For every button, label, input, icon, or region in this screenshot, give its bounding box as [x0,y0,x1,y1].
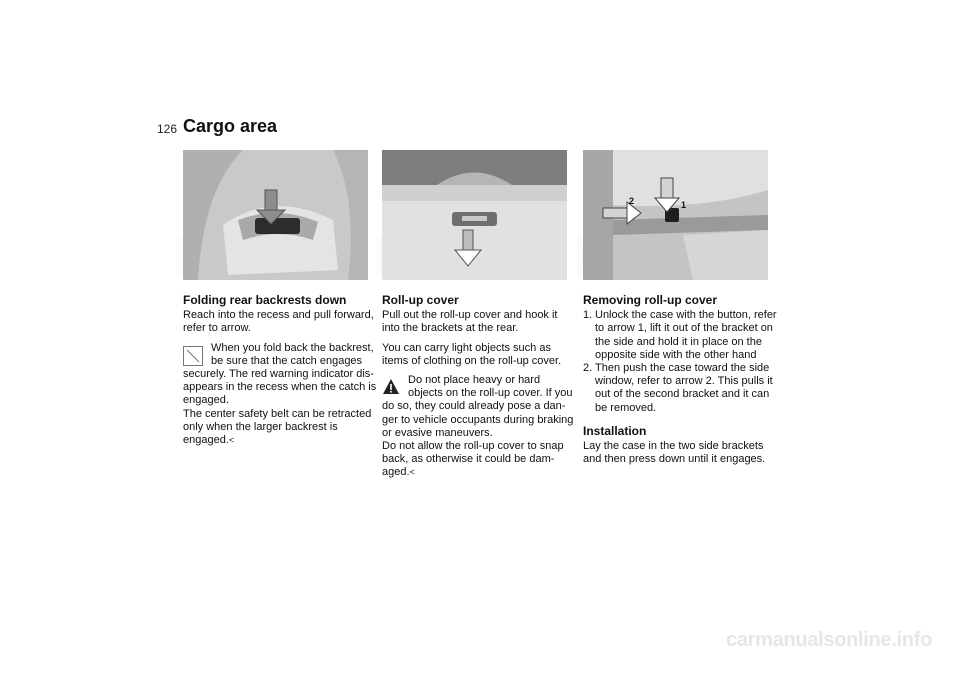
section-subheading: Installation [583,423,647,438]
paragraph: Pull out the roll-up cover and hook it into the brackets at the rear. [382,309,558,335]
svg-text:1: 1 [681,200,687,210]
watermark: carmanualsonline.info [726,629,932,651]
warning-line: ger to vehicle occupants during braking [382,413,574,426]
svg-text:2: 2 [629,196,635,206]
end-mark: < [409,467,415,478]
end-mark: < [228,435,235,446]
note-line: engaged. [183,394,229,407]
photo-removing-cover [576,150,768,280]
step-text: Then push the case toward the side window, refer to arrow 2. This pulls it out of the second bracket and it can be removed. [595,362,773,414]
photo-backrest-recess [176,150,368,280]
section-folding-backrests [183,294,378,447]
step-item [583,362,778,415]
note-block [183,342,378,448]
page-title: Cargo area [183,116,278,136]
warning-line: Do not place heavy or hard [408,374,541,387]
photo-code: 530de349 [576,238,585,274]
note-line [183,434,378,447]
warning-line: Do not allow the roll-up cover to snap [382,440,564,453]
warning-line: do so, they could already pose a dan- [382,400,566,413]
step-number: 2. [583,362,593,375]
section-removing-cover [583,294,778,472]
section-rollup-cover [382,294,577,480]
warning-text: aged. [382,466,410,479]
paragraph: You can carry light objects such as items of clothing on the roll-up cover. [382,341,562,367]
photo-code: 530de348 [375,238,384,274]
note-line: When you fold back the backrest, [211,341,374,354]
step-text: Unlock the case with the button, refer to arrow 1, lift it out of the bracket on the side and hold it in place on the opposite side with the other hand [595,309,777,361]
warning-line: objects on the roll-up cover. If you [408,387,573,400]
warning-line: back, as otherwise it could be dam- [382,453,555,466]
note-line: The center safety belt can be retracted [183,407,372,420]
note-text: engaged. [183,434,229,447]
section-heading: Folding rear backrests down [183,293,347,307]
note-line: be sure that the catch engages [211,354,363,367]
warning-block [382,374,577,480]
warning-triangle-icon [382,378,400,396]
photo-rollup-cover [375,150,567,280]
info-note-icon [183,346,203,366]
note-line: securely. The red warning indicator dis- [183,368,374,381]
section-heading: Roll-up cover [382,293,459,307]
warning-line [382,466,577,479]
paragraph: Reach into the recess and pull forward, refer to arrow. [183,309,374,335]
note-line: only when the larger backrest is [183,420,338,433]
page-number: 126 [157,122,178,136]
photo-code: 530de289 [176,238,185,274]
section-heading: Removing roll-up cover [583,293,718,307]
step-number: 1. [583,309,593,322]
note-line: appears in the recess when the catch is [183,381,377,394]
paragraph: Lay the case in the two side brackets and then press down until it engages. [583,440,766,466]
step-item [583,309,778,362]
warning-line: or evasive maneuvers. [382,426,493,439]
